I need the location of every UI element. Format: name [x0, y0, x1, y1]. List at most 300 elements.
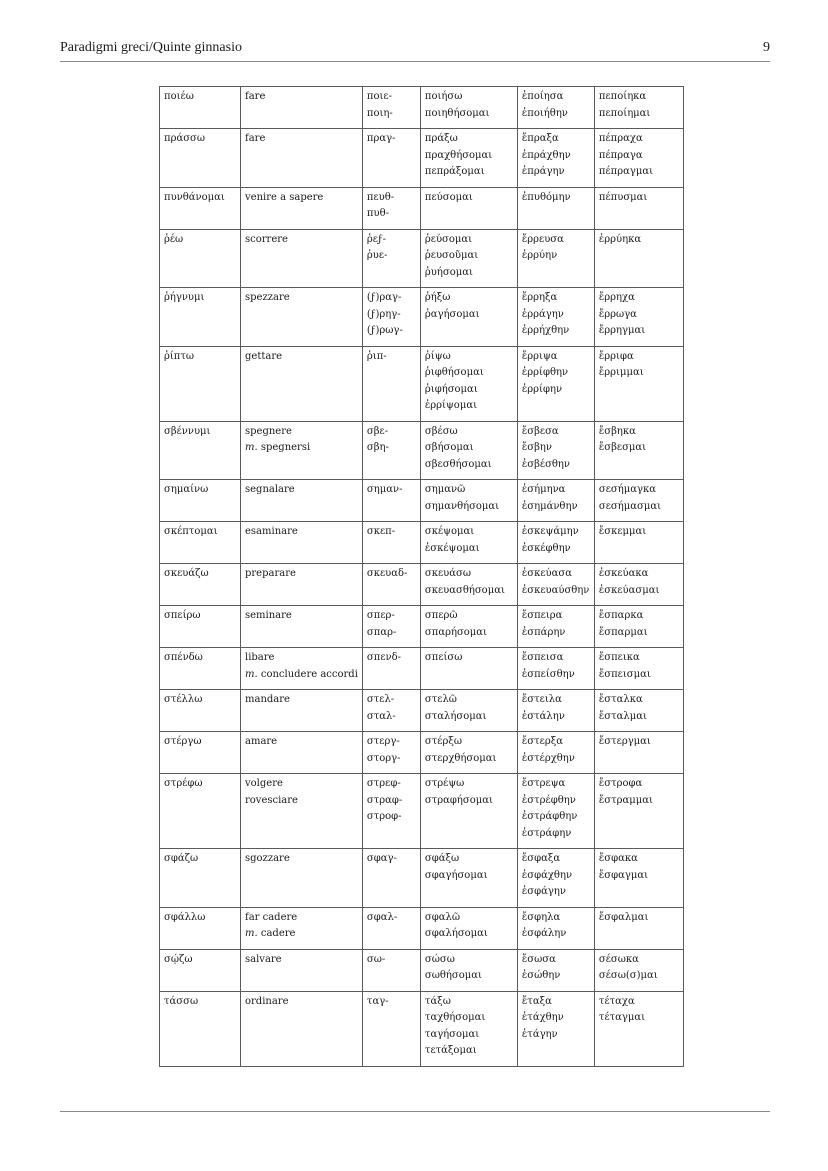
lemma-cell — [160, 907, 241, 949]
cell-line: πράσσω — [164, 133, 206, 144]
cell-line: στρέφω — [164, 778, 203, 789]
meaning-text: venire a sapere — [245, 191, 324, 203]
cell-line: (ϝ)ρηγ- — [366, 308, 401, 320]
cell-line — [245, 851, 358, 868]
cell-line: ἐσκεύασμαι — [598, 584, 660, 596]
meaning-text: fare — [245, 133, 266, 144]
cell-line: σκέπτομαι — [164, 526, 218, 537]
cell-line — [245, 566, 358, 583]
cell-line — [245, 650, 358, 667]
stem-cell — [362, 229, 420, 288]
table-row — [160, 606, 684, 648]
cell-line: πραχθήσομαι — [424, 149, 493, 161]
meaning-cell — [241, 480, 363, 522]
perfect-cell — [594, 522, 683, 564]
cell-line: ἐσκεύασα — [521, 568, 572, 579]
perfect-cell — [594, 648, 683, 690]
cell-line: σω- — [366, 953, 386, 965]
meaning-text: salvare — [245, 953, 282, 965]
cell-line: ἐστράφην — [521, 827, 572, 839]
table-row — [160, 346, 684, 421]
aorist-cell — [517, 991, 594, 1066]
cell-line: ἔσωσα — [521, 953, 556, 965]
cell-line: ἔρριφα — [598, 350, 634, 362]
cell-line: ἐσκέφθην — [521, 542, 571, 554]
cell-line: ἐστρέφθην — [521, 794, 576, 806]
cell-line: σκεπ- — [366, 526, 396, 537]
cell-line — [245, 290, 358, 307]
cell-line: ἐσφάχθην — [521, 869, 573, 881]
future-cell — [420, 129, 517, 188]
cell-line: ποιε- — [366, 91, 392, 102]
cell-line: ποιη- — [366, 107, 393, 119]
cell-line: πέπυσμαι — [598, 191, 648, 203]
lemma-cell — [160, 187, 241, 229]
stem-cell — [362, 87, 420, 129]
cell-line: πέπραχα — [598, 133, 643, 144]
perfect-cell — [594, 732, 683, 774]
cell-line: ἐσημάνθην — [521, 500, 578, 512]
cell-line: πυνθάνομαι — [164, 191, 225, 203]
cell-line: ἐσήμηνα — [521, 484, 566, 495]
cell-line: στερχθήσομαι — [424, 752, 497, 764]
cell-line: σβέσω — [424, 425, 458, 437]
cell-line: ἐσπάρην — [521, 626, 566, 638]
cell-line: ἔστρεψα — [521, 778, 566, 789]
cell-line: ἔρρηγμαι — [598, 325, 646, 336]
cell-line: ῥιπ- — [366, 350, 387, 362]
table-row — [160, 288, 684, 347]
cell-line: στροφ- — [366, 811, 402, 822]
cell-line: ῥεϝ- — [366, 233, 386, 245]
cell-line: σπείρω — [164, 610, 201, 621]
cell-line — [245, 776, 358, 793]
cell-line: ἐρρήχθην — [521, 325, 570, 336]
cell-line: σφάξω — [424, 853, 460, 864]
stem-cell — [362, 849, 420, 908]
cell-line: σκευαδ- — [366, 568, 408, 579]
future-cell — [420, 229, 517, 288]
cell-line: ἐπυθόμην — [521, 191, 571, 203]
lemma-cell — [160, 480, 241, 522]
table-row — [160, 421, 684, 480]
aorist-cell — [517, 229, 594, 288]
lemma-cell — [160, 564, 241, 606]
perfect-cell — [594, 87, 683, 129]
lemma-cell — [160, 421, 241, 480]
meaning-text: fare — [245, 91, 266, 102]
meaning-text: libare — [245, 652, 275, 663]
cell-line: ἐτάχθην — [521, 1012, 564, 1023]
cell-line: στέργω — [164, 736, 202, 747]
cell-line: ἔσπεισα — [521, 652, 564, 663]
cell-line: ἐσκευαύσθην — [521, 584, 590, 596]
meaning-cell — [241, 421, 363, 480]
cell-line: πεπράξομαι — [424, 166, 485, 177]
cell-line: σταλ- — [366, 710, 396, 722]
meaning-text: preparare — [245, 568, 296, 579]
aorist-cell — [517, 87, 594, 129]
cell-line: σταλήσομαι — [424, 710, 487, 722]
cell-line: ἐσώθην — [521, 970, 561, 981]
cell-line — [245, 667, 358, 684]
cell-line: ἔρρηχα — [598, 292, 635, 303]
meaning-text: gettare — [245, 350, 283, 362]
table-row — [160, 564, 684, 606]
stem-cell — [362, 606, 420, 648]
cell-line: τάσσω — [164, 995, 199, 1007]
meaning-cell — [241, 949, 363, 991]
cell-line: σημανῶ — [424, 484, 466, 495]
aorist-cell — [517, 907, 594, 949]
table-row — [160, 229, 684, 288]
lemma-cell — [160, 991, 241, 1066]
lemma-cell — [160, 774, 241, 849]
perfect-cell — [594, 991, 683, 1066]
cell-line: ἐρρύην — [521, 250, 558, 261]
aorist-cell — [517, 288, 594, 347]
cell-line: ῥιφθήσομαι — [424, 367, 484, 378]
perfect-cell — [594, 187, 683, 229]
cell-line: ἔσβηκα — [598, 425, 636, 437]
meaning-cell — [241, 564, 363, 606]
meaning-cell — [241, 187, 363, 229]
table-body — [160, 87, 684, 1067]
cell-line — [245, 482, 358, 499]
future-cell — [420, 480, 517, 522]
cell-line: ταχθήσομαι — [424, 1012, 486, 1023]
cell-line — [245, 524, 358, 541]
cell-line: σεσήμασμαι — [598, 500, 661, 512]
table-row — [160, 774, 684, 849]
perfect-cell — [594, 288, 683, 347]
cell-line: ἐρράγην — [521, 308, 564, 320]
meaning-cell — [241, 229, 363, 288]
stem-cell — [362, 187, 420, 229]
cell-line: ἔσφακα — [598, 853, 638, 864]
table-row — [160, 732, 684, 774]
cell-line: σφάλλω — [164, 911, 206, 923]
aorist-cell — [517, 732, 594, 774]
cell-line: ἐπράγην — [521, 166, 565, 177]
cell-line: ἔρρευσα — [521, 233, 564, 245]
meaning-text: amare — [245, 736, 278, 747]
cell-line: σωθήσομαι — [424, 970, 482, 981]
cell-line: σφαλ- — [366, 911, 398, 923]
future-cell — [420, 421, 517, 480]
table-row — [160, 480, 684, 522]
aorist-cell — [517, 564, 594, 606]
cell-line: σεσήμαγκα — [598, 484, 656, 495]
cell-line — [245, 131, 358, 148]
aorist-cell — [517, 522, 594, 564]
cell-line: πεποίηκα — [598, 91, 647, 102]
table-row — [160, 187, 684, 229]
stem-cell — [362, 991, 420, 1066]
stem-cell — [362, 480, 420, 522]
cell-line: ἐστράφθην — [521, 811, 578, 822]
cell-line: στραφήσομαι — [424, 794, 493, 806]
cell-line: στελῶ — [424, 694, 457, 705]
cell-line: τέταγμαι — [598, 1012, 646, 1023]
aorist-cell — [517, 187, 594, 229]
perfect-cell — [594, 564, 683, 606]
meaning-cell — [241, 606, 363, 648]
cell-line — [245, 232, 358, 249]
future-cell — [420, 690, 517, 732]
cell-line — [245, 952, 358, 969]
cell-line: ῥυε- — [366, 250, 388, 261]
running-title: Paradigmi greci/Quinte ginnasio — [60, 40, 242, 55]
cell-line: σκευασθήσομαι — [424, 584, 505, 596]
verb-paradigm-table — [159, 86, 684, 1067]
future-cell — [420, 732, 517, 774]
cell-line: ἔσφαγμαι — [598, 869, 649, 881]
meaning-cell — [241, 849, 363, 908]
cell-line — [245, 692, 358, 709]
cell-line: σημαίνω — [164, 484, 209, 495]
perfect-cell — [594, 480, 683, 522]
cell-line — [245, 349, 358, 366]
future-cell — [420, 522, 517, 564]
cell-line: σβεσθήσομαι — [424, 458, 492, 470]
cell-line: ἔρριμμαι — [598, 367, 644, 378]
cell-line: ἔσταλκα — [598, 694, 643, 705]
stem-cell — [362, 774, 420, 849]
meaning-text: spezzare — [245, 292, 290, 303]
cell-line: πεύσομαι — [424, 191, 473, 203]
cell-line: πραγ- — [366, 133, 396, 144]
lemma-cell — [160, 849, 241, 908]
aorist-cell — [517, 849, 594, 908]
cell-line — [245, 190, 358, 207]
cell-line: ἐσβέσθην — [521, 458, 570, 470]
cell-line: ἐσπείσθην — [521, 668, 575, 680]
aorist-cell — [517, 606, 594, 648]
meaning-text: mandare — [245, 694, 290, 705]
cell-line: στρέψω — [424, 778, 465, 789]
cell-line — [245, 89, 358, 106]
footer-rule — [60, 1111, 770, 1112]
stem-cell — [362, 907, 420, 949]
cell-line: τετάξομαι — [424, 1045, 477, 1056]
cell-line: ποιέω — [164, 91, 194, 102]
future-cell — [420, 288, 517, 347]
cell-line: ἔρρωγα — [598, 308, 637, 320]
aorist-cell — [517, 774, 594, 849]
lemma-cell — [160, 288, 241, 347]
lemma-cell — [160, 606, 241, 648]
cell-line: ἐρρύηκα — [598, 233, 642, 245]
cell-line: σβε- — [366, 425, 389, 437]
cell-line: ἔσπεισμαι — [598, 668, 651, 680]
meaning-cell — [241, 690, 363, 732]
cell-line: σημανθήσομαι — [424, 500, 500, 512]
aorist-cell — [517, 421, 594, 480]
cell-line — [245, 424, 358, 441]
future-cell — [420, 849, 517, 908]
cell-line: ῥίψω — [424, 350, 451, 362]
table-row — [160, 87, 684, 129]
table-row — [160, 648, 684, 690]
middle-voice-marker: m. — [245, 928, 258, 939]
cell-line: (ϝ)ρωγ- — [366, 325, 403, 336]
meaning-text: segnalare — [245, 484, 295, 495]
cell-line: πέπραγμαι — [598, 166, 654, 177]
cell-line: (ϝ)ραγ- — [366, 292, 402, 303]
stem-cell — [362, 288, 420, 347]
perfect-cell — [594, 129, 683, 188]
cell-line: πυθ- — [366, 208, 389, 219]
middle-voice-marker: m. — [245, 668, 258, 680]
future-cell — [420, 774, 517, 849]
cell-line: ἐπράχθην — [521, 149, 571, 161]
future-cell — [420, 949, 517, 991]
cell-line — [245, 793, 358, 810]
future-cell — [420, 87, 517, 129]
cell-line: ἐσφάλην — [521, 928, 567, 939]
cell-line: ποιήσω — [424, 91, 463, 102]
cell-line: σφαγ- — [366, 853, 397, 864]
lemma-cell — [160, 949, 241, 991]
cell-line: στραφ- — [366, 794, 403, 806]
stem-cell — [362, 346, 420, 421]
cell-line: στρεφ- — [366, 778, 401, 789]
meaning-text: sgozzare — [245, 853, 290, 864]
lemma-cell — [160, 690, 241, 732]
meaning-cell — [241, 907, 363, 949]
table-row — [160, 690, 684, 732]
cell-line — [245, 926, 358, 943]
cell-line: ἔσπειρα — [521, 610, 563, 621]
cell-line: ῥήξω — [424, 292, 451, 303]
perfect-cell — [594, 907, 683, 949]
stem-cell — [362, 732, 420, 774]
cell-line: ἔσφαξα — [521, 853, 561, 864]
cell-line: ἔσκεμμαι — [598, 526, 647, 537]
cell-line: ῥήγνυμι — [164, 292, 205, 303]
cell-line: ἐποίησα — [521, 91, 564, 102]
lemma-cell — [160, 229, 241, 288]
cell-line: σφαγήσομαι — [424, 869, 488, 881]
cell-line: ῥιφήσομαι — [424, 383, 478, 395]
cell-line: ἔσφαλμαι — [598, 911, 649, 923]
page-header — [60, 40, 770, 62]
cell-line: σέσω(σ)μαι — [598, 970, 658, 981]
stem-cell — [362, 648, 420, 690]
cell-line: ἔσβην — [521, 442, 552, 453]
cell-line: σῴζω — [164, 953, 193, 965]
cell-line: ἔσβεσα — [521, 425, 559, 437]
perfect-cell — [594, 690, 683, 732]
table-row — [160, 849, 684, 908]
cell-line: σκευάζω — [164, 568, 209, 579]
cell-line: ἐρρίφθην — [521, 367, 569, 378]
cell-line: ἐρρίφην — [521, 383, 563, 395]
perfect-cell — [594, 229, 683, 288]
cell-line: σπαρήσομαι — [424, 626, 487, 638]
stem-cell — [362, 949, 420, 991]
meaning-cell — [241, 87, 363, 129]
cell-line: ῥαγήσομαι — [424, 308, 480, 320]
cell-line — [245, 994, 358, 1011]
cell-line: ῥίπτω — [164, 350, 195, 362]
cell-line: στοργ- — [366, 752, 401, 764]
cell-line: ἐσκεψάμην — [521, 526, 579, 537]
meaning-text: volgere — [245, 778, 283, 789]
cell-line: σκέψομαι — [424, 526, 475, 537]
cell-line: στεργ- — [366, 736, 400, 747]
cell-line: στέρξω — [424, 736, 463, 747]
cell-line: ποιηθήσομαι — [424, 107, 490, 119]
meaning-cell — [241, 346, 363, 421]
cell-line: ταγήσομαι — [424, 1028, 480, 1040]
cell-line — [245, 440, 358, 457]
lemma-cell — [160, 648, 241, 690]
cell-line — [245, 734, 358, 751]
meaning-text: scorrere — [245, 233, 288, 245]
cell-line: ἔρριψα — [521, 350, 558, 362]
cell-line: στέλλω — [164, 694, 203, 705]
page-number: 9 — [763, 40, 770, 55]
cell-line: ῥευσοῦμαι — [424, 250, 479, 261]
table-row — [160, 949, 684, 991]
cell-line: ἔστραμμαι — [598, 794, 653, 806]
future-cell — [420, 606, 517, 648]
stem-cell — [362, 129, 420, 188]
future-cell — [420, 907, 517, 949]
stem-cell — [362, 421, 420, 480]
cell-line: σφαλῶ — [424, 911, 460, 923]
cell-line: σβη- — [366, 442, 389, 453]
meaning-text: esaminare — [245, 526, 298, 537]
middle-voice-marker: m. — [245, 442, 258, 453]
meaning-text: spegnere — [245, 425, 292, 437]
cell-line: τάξω — [424, 995, 451, 1007]
table-row — [160, 991, 684, 1066]
cell-line: ἔσπαρμαι — [598, 626, 648, 638]
cell-line: ἔστροφα — [598, 778, 643, 789]
stem-cell — [362, 690, 420, 732]
cell-line: σβήσομαι — [424, 442, 474, 453]
aorist-cell — [517, 949, 594, 991]
aorist-cell — [517, 480, 594, 522]
lemma-cell — [160, 129, 241, 188]
table-row — [160, 522, 684, 564]
cell-line — [245, 608, 358, 625]
cell-line: πράξω — [424, 133, 458, 144]
cell-line: ἔσφηλα — [521, 911, 561, 923]
meaning-text: cadere — [257, 928, 296, 939]
perfect-cell — [594, 421, 683, 480]
meaning-cell — [241, 522, 363, 564]
perfect-cell — [594, 849, 683, 908]
cell-line: ἐσκέψομαι — [424, 542, 480, 554]
future-cell — [420, 187, 517, 229]
meaning-text: spegnersi — [257, 442, 311, 453]
perfect-cell — [594, 949, 683, 991]
cell-line: στελ- — [366, 694, 395, 705]
perfect-cell — [594, 606, 683, 648]
lemma-cell — [160, 87, 241, 129]
aorist-cell — [517, 129, 594, 188]
future-cell — [420, 346, 517, 421]
meaning-text: ordinare — [245, 995, 289, 1007]
cell-line: σέσωκα — [598, 953, 639, 965]
cell-line: ἔστεργμαι — [598, 736, 651, 747]
cell-line: ἔστειλα — [521, 694, 562, 705]
cell-line: πευθ- — [366, 191, 395, 203]
